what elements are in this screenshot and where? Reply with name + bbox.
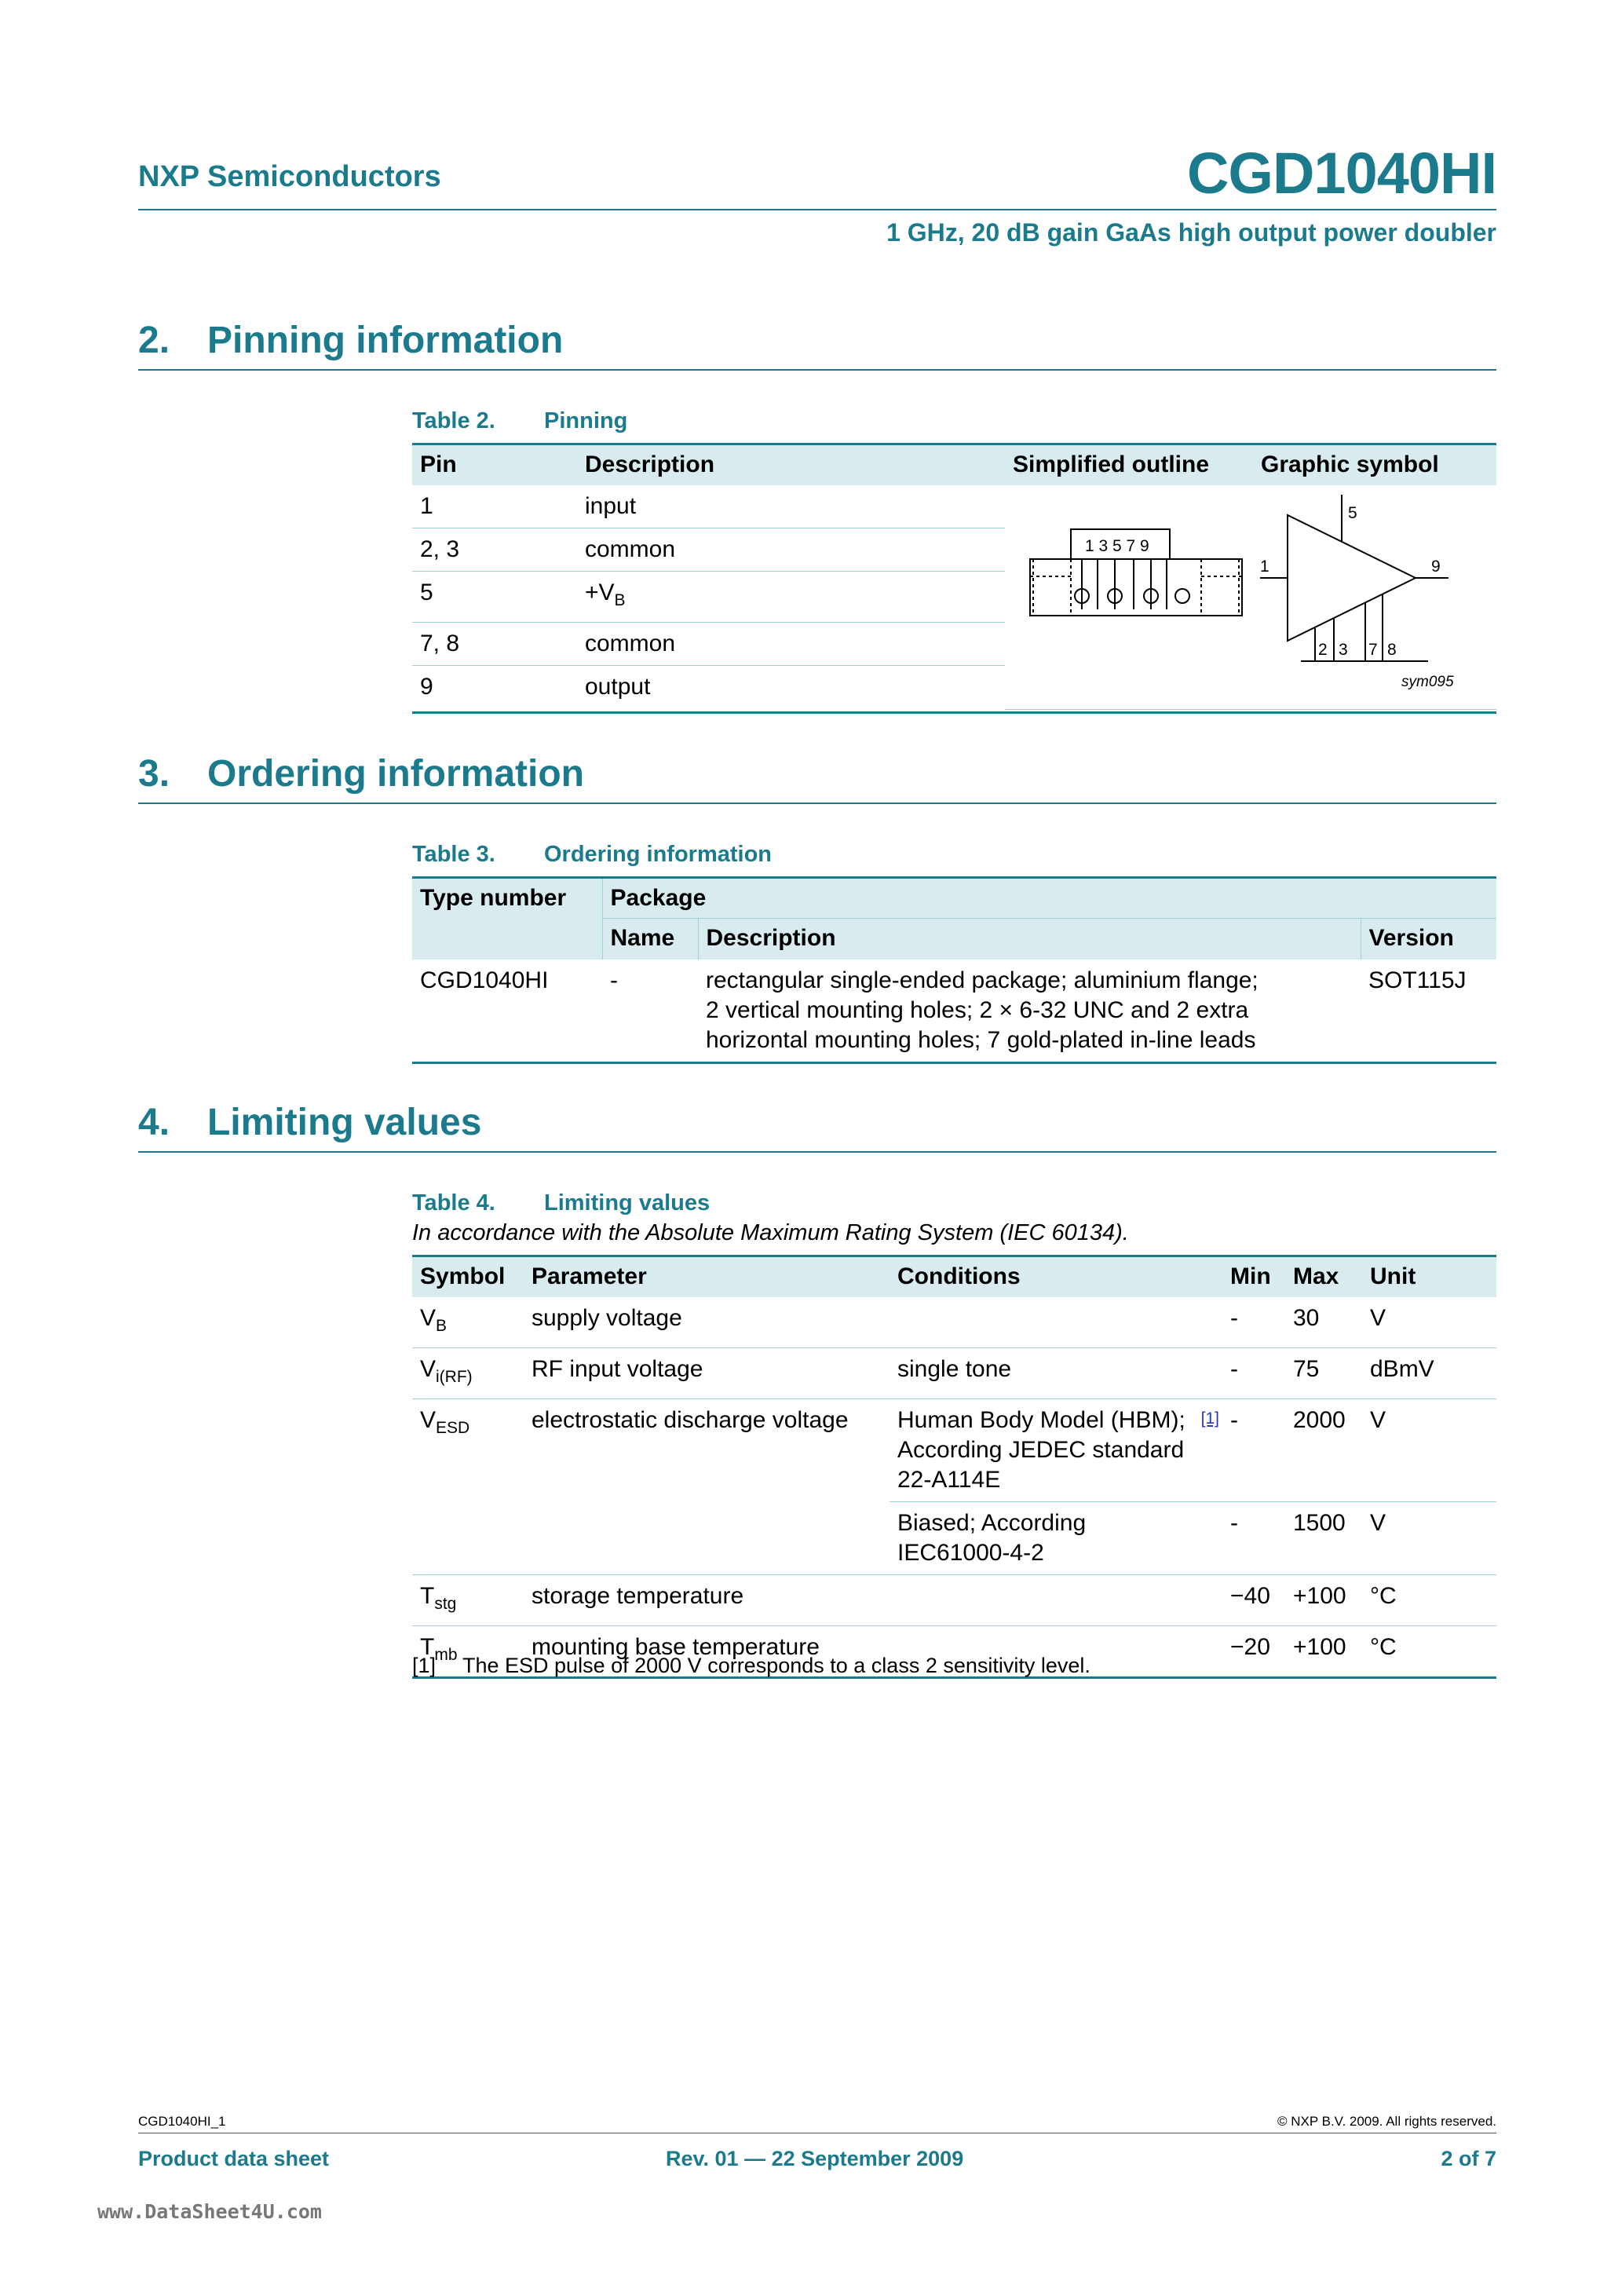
section-number: 2. [138,320,170,361]
name-cell: - [602,960,698,1063]
section-number: 3. [138,753,170,795]
col-header-max: Max [1285,1256,1362,1297]
unit-cell: °C [1362,1625,1496,1677]
symbol-main: V [420,1406,437,1433]
symbol-main: V [420,1304,437,1331]
header-rule [138,209,1496,210]
symbol-cell [412,1574,524,1625]
min-cell: - [1222,1297,1285,1348]
symbol-pin-bottom: 7 [1368,640,1378,659]
description-line: 2 vertical mounting holes; 2 × 6-32 UNC and 2 extra [706,996,1249,1023]
section-title: Pinning information [207,320,564,361]
footer-document-id: CGD1040HI_1 [138,2114,226,2129]
table4-note: In accordance with the Absolute Maximum Rating System (IEC 60134). [412,1220,1129,1245]
parameter-cell: mounting base temperature [524,1625,890,1677]
document-subtitle: 1 GHz, 20 dB gain GaAs high output power doubler [886,218,1496,247]
parameter-cell: RF input voltage [524,1347,890,1398]
description-main: +V [585,579,615,605]
company-name: NXP Semiconductors [138,160,441,193]
limiting-values-table [412,1255,1496,1679]
col-header-name: Name [602,919,698,960]
pin-cell: 1 [412,485,577,528]
pinning-table [412,443,1496,710]
footer-revision: Rev. 01 — 22 September 2009 [666,2147,964,2170]
symbol-subscript: mb [434,1645,458,1664]
symbol-main: T [420,1582,435,1609]
version-cell: SOT115J [1361,960,1496,1063]
conditions-cell: single tone [890,1347,1222,1398]
pin-cell: 7, 8 [412,622,577,665]
table-row [412,1398,1496,1501]
symbol-code: sym095 [1401,673,1454,690]
description-cell: input [577,485,1005,528]
max-cell: 75 [1285,1347,1362,1398]
parameter-cell: storage temperature [524,1574,890,1625]
table-label: Table 4. [412,1190,495,1216]
symbol-main: V [420,1355,437,1382]
conditions-line: IEC61000-4-2 [897,1539,1044,1566]
conditions-line: Human Body Model (HBM); [897,1406,1185,1433]
table2-bottom-rule [412,711,1496,714]
conditions-line: 22-A114E [897,1466,1001,1493]
col-header-description: Description [577,444,1005,485]
min-cell: - [1222,1347,1285,1398]
outline-pin-labels: 1 3 5 7 9 [1085,536,1149,555]
table-label: Table 2. [412,408,495,433]
min-cell: - [1222,1501,1285,1574]
symbol-pin-in: 1 [1260,557,1269,576]
min-cell: −40 [1222,1574,1285,1625]
symbol-pin-bottom: 2 [1318,640,1328,659]
part-number: CGD1040HI [1186,141,1496,206]
description-subscript: B [614,590,626,609]
section-title: Ordering information [207,753,584,795]
table-label: Table 3. [412,842,495,867]
footer-document-type: Product data sheet [138,2147,330,2170]
max-cell: 30 [1285,1297,1362,1348]
col-header-type-number: Type number [412,878,602,960]
section-title: Limiting values [207,1102,482,1143]
description-cell [577,571,1005,622]
conditions-cell [890,1398,1222,1501]
symbol-subscript: stg [434,1594,457,1613]
col-header-symbol: Symbol [412,1256,524,1297]
table-row [412,960,1496,1063]
pin-cell: 2, 3 [412,528,577,571]
section-limiting-heading [138,1101,481,1144]
description-line: rectangular single-ended package; aluminium flange; [706,967,1259,993]
col-header-unit: Unit [1362,1256,1496,1297]
max-cell: +100 [1285,1625,1362,1677]
pin-cell: 9 [420,673,433,700]
col-header-version: Version [1361,919,1496,960]
unit-cell: V [1362,1297,1496,1348]
max-cell: 2000 [1285,1398,1362,1501]
pinning-figures [1005,485,1496,710]
symbol-pin-top: 5 [1348,503,1357,522]
ordering-table [412,876,1496,1064]
symbol-cell [412,1347,524,1398]
col-header-description: Description [698,919,1361,960]
conditions-line: Biased; According [897,1509,1087,1536]
parameter-cell: electrostatic discharge voltage [524,1398,890,1574]
section-rule [138,803,1496,804]
section-rule [138,369,1496,371]
conditions-cell [890,1501,1222,1574]
conditions-cell [890,1297,1222,1348]
pin-cell: 5 [412,571,577,622]
unit-cell: °C [1362,1574,1496,1625]
col-header-pin: Pin [412,444,577,485]
footnote-text: The ESD pulse of 2000 V corresponds to a class 2 sensitivity level. [462,1654,1090,1677]
section-rule [138,1151,1496,1153]
footer-copyright: © NXP B.V. 2009. All rights reserved. [1277,2114,1496,2129]
table-row [412,1297,1496,1348]
col-header-outline: Simplified outline [1005,444,1253,485]
min-cell: −20 [1222,1625,1285,1677]
table-row [412,485,1496,528]
symbol-main: T [420,1633,435,1660]
symbol-subscript: B [436,1316,448,1335]
max-cell: 1500 [1285,1501,1362,1574]
table3-caption [412,842,772,868]
conditions-line: According JEDEC standard [897,1436,1185,1463]
unit-cell: V [1362,1501,1496,1574]
table-row [412,1347,1496,1398]
symbol-subscript: ESD [436,1418,470,1437]
col-header-symbol: Graphic symbol [1253,444,1496,485]
symbol-subscript: i(RF) [436,1367,473,1386]
description-cell: output [585,673,651,700]
col-header-min: Min [1222,1256,1285,1297]
symbol-cell [412,1398,524,1574]
unit-cell: dBmV [1362,1347,1496,1398]
table-title: Ordering information [544,842,772,867]
description-cell: common [577,528,1005,571]
conditions-cell [890,1574,1222,1625]
table2-caption [412,408,627,434]
watermark-text: www.DataSheet4U.com [97,2200,322,2223]
symbol-pin-out: 9 [1431,557,1441,576]
footnote-reference-link[interactable]: [1] [1200,1409,1219,1428]
footnote-marker: [1] [412,1654,437,1677]
col-header-package: Package [602,878,1496,919]
description-cell [698,960,1361,1063]
table-title: Pinning [544,408,628,433]
table-row [412,1574,1496,1625]
type-number-cell: CGD1040HI [412,960,602,1063]
symbol-cell [412,1297,524,1348]
min-cell: - [1222,1398,1285,1501]
section-number: 4. [138,1102,170,1143]
description-line: horizontal mounting holes; 7 gold-plated in-line leads [706,1026,1256,1053]
max-cell: +100 [1285,1574,1362,1625]
symbol-pin-bottom: 3 [1339,640,1348,659]
col-header-conditions: Conditions [890,1256,1222,1297]
unit-cell: V [1362,1398,1496,1501]
table4-caption [412,1190,710,1216]
table4-footnote [412,1654,1090,1678]
symbol-pin-bottom: 8 [1387,640,1397,659]
col-header-parameter: Parameter [524,1256,890,1297]
section-pinning-heading [138,319,563,362]
table-title: Limiting values [544,1190,711,1216]
graphic-symbol-drawing [1260,495,1496,699]
section-ordering-heading [138,752,584,795]
parameter-cell: supply voltage [524,1297,890,1348]
description-cell: common [577,622,1005,665]
footer-page-number: 2 of 7 [1441,2147,1496,2170]
